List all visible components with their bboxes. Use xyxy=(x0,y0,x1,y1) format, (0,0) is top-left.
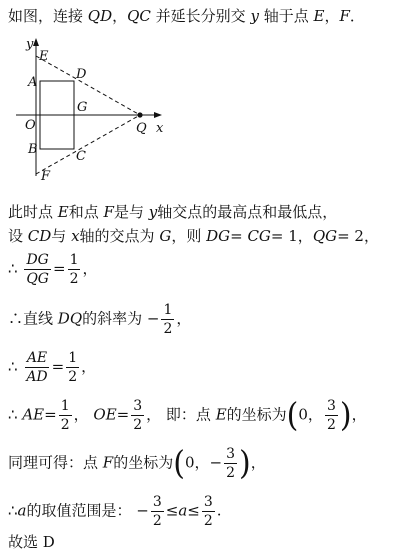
separator: ， xyxy=(112,7,128,25)
intro-line xyxy=(8,6,365,26)
step-1: ∴ $\frac{DG}{QG}$ = $\frac{1}{2}$ ， xyxy=(8,252,98,287)
fraction: $\frac{3}{2}$ xyxy=(152,494,162,529)
fraction: $\frac{3}{2}$ xyxy=(226,446,235,481)
point-q-dot xyxy=(137,112,142,117)
paragraph-1: 此时点 E和点 F是与 y轴交点的最高点和最低点， xyxy=(8,203,338,221)
label-g: G xyxy=(77,100,88,115)
intro-text: 轴于点 xyxy=(258,7,314,25)
label-y: y xyxy=(26,37,34,52)
label-f: F xyxy=(41,169,51,182)
intro-text: 并延长分别交 xyxy=(150,7,251,25)
fraction: $\frac{3}{2}$ xyxy=(326,398,336,433)
x-axis-arrow xyxy=(154,112,162,118)
dashed-line-fq xyxy=(36,115,140,174)
step-5: 同理可得：点 F的坐标为(0，− $\frac{3}{2}$ )， xyxy=(8,443,266,483)
label-b: B xyxy=(28,142,38,157)
fraction: $\frac{DG}{QG}$ xyxy=(26,252,49,287)
therefore-symbol: ∴ xyxy=(8,405,23,424)
therefore-symbol: ∴ xyxy=(8,309,24,328)
point-f: F xyxy=(103,203,114,221)
y-axis-arrow xyxy=(33,38,39,46)
step-4: ∴ AE= $\frac{1}{2}$ ， OE= $\frac{3}{2}$ ， 即：点 E的坐标为(0， $\frac{3}{2}$ )， xyxy=(8,395,367,435)
step-6: ∴a的取值范围是： − $\frac{3}{2}$ ≤a≤ $\frac{3}{2}$ . xyxy=(8,494,222,529)
fraction: $\frac{1}{2}$ xyxy=(163,302,173,337)
answer-line: 故选 D xyxy=(8,533,55,551)
point-e: E xyxy=(313,7,325,25)
intro-text: 如图，连接 xyxy=(8,7,88,25)
label-c: C xyxy=(76,149,86,164)
fraction: $\frac{3}{2}$ xyxy=(133,398,143,433)
separator: ， xyxy=(324,7,340,25)
label-d: D xyxy=(76,67,87,82)
therefore-symbol: ∴ xyxy=(8,357,23,376)
label-o: O xyxy=(25,118,36,133)
label-q: Q xyxy=(136,121,147,136)
segment-qd: QD xyxy=(87,7,113,25)
fraction: $\frac{1}{2}$ xyxy=(68,350,78,385)
dashed-line-eq xyxy=(36,56,140,115)
label-a: A xyxy=(28,75,38,90)
fraction: $\frac{1}{2}$ xyxy=(69,252,79,287)
axis-name: y xyxy=(250,7,259,25)
fraction: $\frac{3}{2}$ xyxy=(203,494,213,529)
point-e: E xyxy=(57,203,69,221)
axis-name: y xyxy=(148,203,158,221)
label-x: x xyxy=(156,121,164,136)
period: ． xyxy=(349,7,365,25)
segment-qc: QC xyxy=(127,7,151,25)
point-f: F xyxy=(339,7,350,25)
therefore-symbol: ∴ xyxy=(8,501,18,520)
step-2: ∴直线 DQ的斜率为 − $\frac{1}{2}$ ， xyxy=(8,302,192,337)
geometry-figure xyxy=(10,36,180,182)
fraction: $\frac{1}{2}$ xyxy=(60,398,70,433)
therefore-symbol: ∴ xyxy=(8,259,23,278)
fraction: $\frac{AE}{AD}$ xyxy=(26,350,48,385)
paragraph-2: 设 CD与 x轴的交点为 G，则 DG= CG= 1，QG= 2， xyxy=(8,227,379,245)
label-e: E xyxy=(39,49,49,64)
step-3: ∴ $\frac{AE}{AD}$ = $\frac{1}{2}$ ， xyxy=(8,350,97,385)
